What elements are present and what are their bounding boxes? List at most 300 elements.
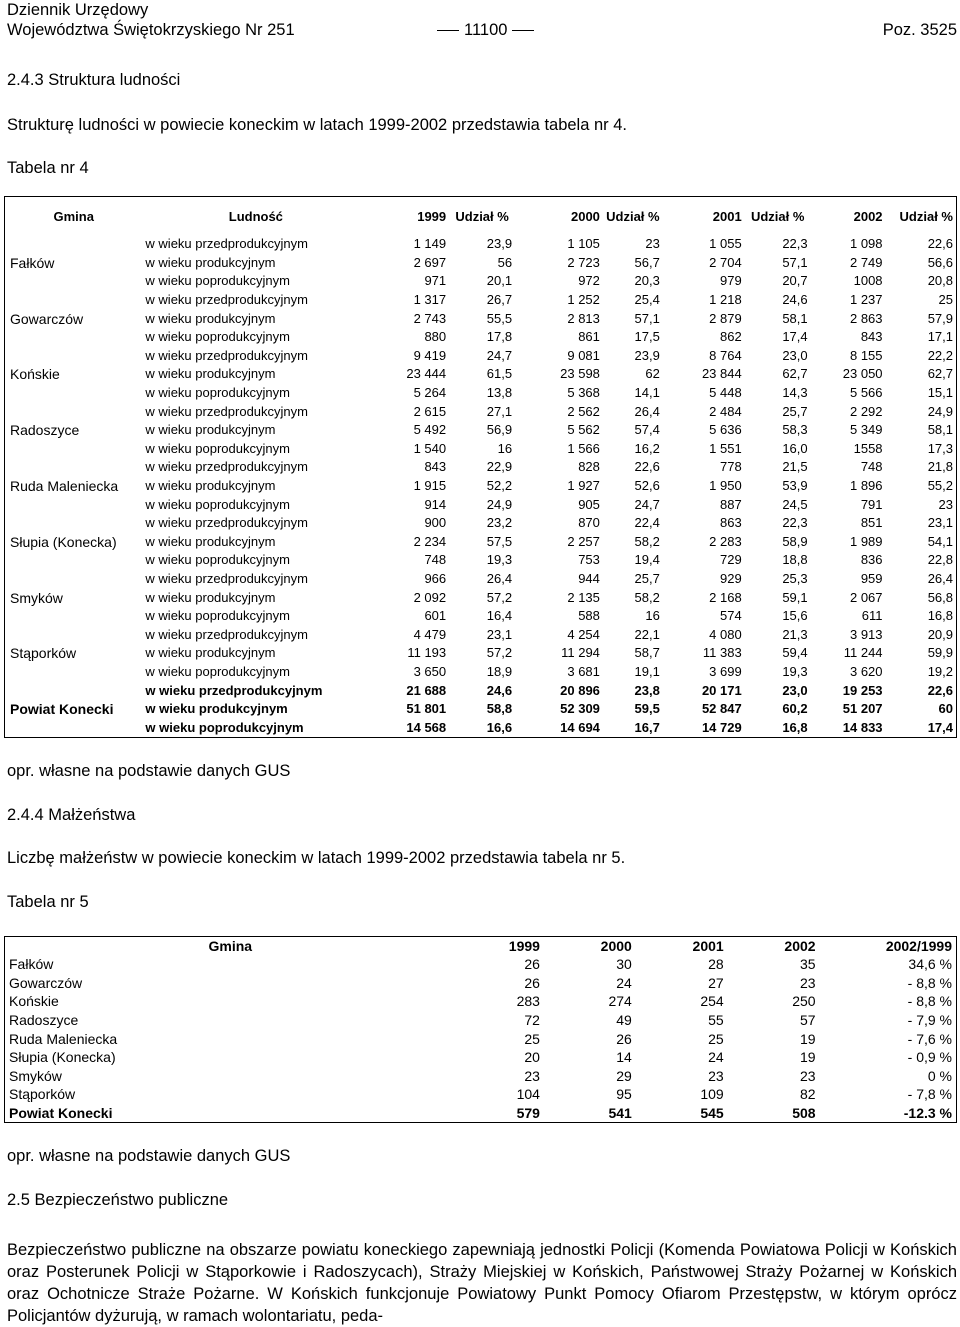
table4-gmina-cell: Radoszyce (10, 422, 80, 439)
table5-value-cell: 0 % (927, 1067, 952, 1084)
table4-row (5, 663, 957, 682)
table4-value-cell: 9 081 (567, 347, 600, 363)
table4-value-cell: 828 (578, 459, 600, 475)
table4-value-cell: 5 562 (567, 422, 600, 438)
table4-value-cell: 1 989 (849, 533, 883, 549)
table4-row (5, 384, 957, 403)
table5-value-cell: 23 (524, 1067, 540, 1084)
table4-value-cell: 1 915 (413, 478, 447, 494)
table4-value-cell: 18,8 (782, 552, 808, 568)
table4-value-cell: 59,9 (927, 645, 953, 661)
table4-value-cell: 18,9 (486, 663, 513, 679)
table5-gmina-cell: Powiat Konecki (9, 1105, 113, 1122)
table4-value-cell: 52,6 (634, 478, 660, 494)
table4-value-cell: 1 055 (709, 236, 742, 252)
table4-value-cell: 3 681 (567, 663, 600, 679)
position-number: Poz. 3525 (882, 21, 957, 39)
table4-value-cell: 5 492 (413, 422, 447, 438)
table4-value-cell: 870 (578, 515, 600, 531)
table5-value-cell: - 7,8 % (907, 1086, 952, 1103)
table5-gmina-cell: Smyków (9, 1067, 62, 1084)
table4-col-2001: 2001 (712, 208, 742, 224)
table5-value-cell: 35 (799, 956, 816, 973)
table4-value-cell: 9 419 (413, 347, 447, 363)
table4-value-cell: 22,3 (782, 236, 808, 252)
table5-gmina-cell: Ruda Maleniecka (9, 1030, 118, 1047)
table4-value-cell: 56,6 (927, 254, 953, 270)
table4-value-cell: 58,8 (486, 701, 513, 717)
table4-value-cell: 2 234 (413, 533, 447, 549)
table4-value-cell: 56,8 (927, 589, 953, 605)
table4-value-cell: 22,8 (927, 552, 953, 568)
table4-title: Tabela nr 4 (7, 159, 89, 177)
table5-value-cell: 541 (608, 1105, 632, 1122)
table4-value-cell: 21,3 (782, 626, 808, 642)
table4-value-cell: 23 (938, 496, 953, 512)
table4-row (5, 625, 957, 644)
table5-value-cell: 254 (700, 993, 724, 1010)
table4-value-cell: 23,1 (486, 626, 513, 642)
table4-row (5, 458, 957, 477)
table4-value-cell: 22,1 (634, 626, 660, 642)
table4-value-cell: 1 105 (567, 236, 600, 252)
table4-value-cell: 26,4 (927, 570, 953, 586)
table5-col-2002: 2002 (784, 938, 816, 954)
table4-value-cell: 57,5 (486, 533, 513, 549)
table4-age-group-cell: w wieku poprodukcyjnym (145, 608, 290, 624)
table4-value-cell: 1 896 (849, 478, 883, 494)
table4-value-cell: 8 764 (709, 347, 742, 363)
table4-value-cell: 22,6 (927, 682, 953, 698)
table4-source: opr. własne na podstawie danych GUS (7, 762, 291, 780)
table4-value-cell: 748 (424, 552, 447, 568)
table4-value-cell: 19,2 (927, 663, 953, 679)
table4-age-group-cell: w wieku produkcyjnym (145, 254, 276, 270)
table4-value-cell: 57,2 (486, 645, 513, 661)
table5-value-cell: 55 (708, 1012, 724, 1029)
table4-value-cell: 2 168 (709, 589, 742, 605)
table4-value-cell: 851 (860, 515, 883, 531)
table4-value-cell: 20,1 (486, 273, 513, 289)
table4-value-cell: 23,8 (634, 682, 660, 698)
table4-value-cell: 23 844 (701, 366, 742, 382)
table4-age-group-cell: w wieku produkcyjnym (145, 701, 288, 717)
table5-row (5, 1104, 957, 1123)
table4-value-cell: 59,1 (782, 589, 808, 605)
table4-value-cell: 959 (860, 570, 883, 586)
table4-value-cell: 979 (720, 273, 742, 289)
table5-row (5, 1085, 957, 1104)
table4-gmina-cell: Smyków (10, 589, 63, 606)
table4-value-cell: 24,6 (782, 292, 808, 308)
table5-value-cell: 95 (616, 1086, 632, 1103)
table4-value-cell: 23,0 (782, 347, 808, 363)
table4-value-cell: 57,1 (634, 310, 660, 326)
table4-row (5, 570, 957, 589)
table4-value-cell: 55,5 (486, 310, 513, 326)
table4-row (5, 607, 957, 626)
table4-value-cell: 16,8 (927, 608, 953, 624)
table4-value-cell: 601 (424, 608, 447, 624)
table5-header-row (5, 937, 957, 956)
table4-value-cell: 21,5 (782, 459, 808, 475)
table5-col-2001: 2001 (692, 938, 724, 954)
table4-value-cell: 17,4 (782, 329, 808, 345)
table5-row (5, 1048, 957, 1067)
table5-col-2000: 2000 (600, 938, 632, 954)
table4-value-cell: 58,1 (782, 310, 808, 326)
table4-gmina-cell: Powiat Konecki (10, 701, 114, 718)
table5-value-cell: 19 (799, 1049, 816, 1066)
table4-value-cell: 5 368 (567, 385, 600, 401)
table4-value-cell: 14 568 (406, 719, 447, 735)
table4-value-cell: 1 551 (709, 440, 742, 456)
table4-value-cell: 17,5 (634, 329, 660, 345)
table4-age-group-cell: w wieku poprodukcyjnym (145, 329, 290, 345)
table5-value-cell: 19 (799, 1030, 816, 1047)
table5-value-cell: 26 (524, 974, 540, 991)
table4-value-cell: 4 254 (567, 626, 600, 642)
table4-value-cell: 17,3 (927, 440, 953, 456)
table4-value-cell: 54,1 (927, 533, 953, 549)
table4-value-cell: 929 (720, 570, 742, 586)
table4-value-cell: 3 650 (413, 663, 447, 679)
table4-age-group-cell: w wieku poprodukcyjnym (145, 273, 290, 289)
table4-row (5, 700, 957, 719)
section-heading-marriages: 2.4.4 Małżeństwa (7, 806, 136, 824)
table4-row (5, 272, 957, 291)
table5-value-cell: 109 (700, 1086, 724, 1103)
table4-value-cell: 17,4 (927, 719, 953, 735)
table4-age-group-cell: w wieku poprodukcyjnym (145, 552, 290, 568)
table4-age-group-cell: w wieku przedprodukcyjnym (145, 570, 308, 586)
table4-value-cell: 22,4 (634, 515, 660, 531)
table4-value-cell: 4 479 (413, 626, 447, 642)
table4-row (5, 347, 957, 366)
table4-value-cell: 16,0 (782, 440, 808, 456)
table4-row (5, 477, 957, 496)
table4-row (5, 533, 957, 552)
table4-value-cell: 791 (860, 496, 883, 512)
table4-value-cell: 2 749 (849, 254, 883, 270)
table5-value-cell: - 8,8 % (907, 974, 952, 991)
table4-col-share-2002: Udział % (899, 208, 953, 224)
table4-value-cell: 4 080 (709, 626, 742, 642)
table4-age-group-cell: w wieku przedprodukcyjnym (145, 459, 308, 475)
table4-gmina-cell: Końskie (10, 366, 60, 383)
table4-row (5, 235, 957, 254)
table4-value-cell: 24,7 (634, 496, 660, 512)
table5-value-cell: 24 (708, 1049, 724, 1066)
table5-gmina-cell: Stąporków (9, 1086, 76, 1103)
table4-value-cell: 20,3 (634, 273, 660, 289)
table4-value-cell: 24,9 (927, 403, 953, 419)
table4-row (5, 440, 957, 459)
table4-value-cell: 778 (720, 459, 742, 475)
table4-value-cell: 971 (424, 273, 447, 289)
table5-gmina-cell: Fałków (9, 956, 54, 973)
table5-col-gmina: Gmina (208, 938, 253, 954)
section-intro-marriages: Liczbę małżeństw w powiecie koneckim w latach 1999-2002 przedstawia tabela nr 5. (7, 849, 626, 867)
table5-value-cell: 250 (792, 993, 816, 1010)
table4-value-cell: 22,6 (634, 459, 660, 475)
table5-value-cell: - 0,9 % (907, 1049, 952, 1066)
table4-value-cell: 60,2 (782, 701, 808, 717)
table5-value-cell: 28 (708, 956, 724, 973)
table4-value-cell: 21 688 (406, 682, 447, 698)
table5-value-cell: 104 (516, 1086, 540, 1103)
table4-row (5, 309, 957, 328)
table4-value-cell: 23,1 (927, 515, 953, 531)
table4-value-cell: 861 (578, 329, 600, 345)
table4-value-cell: 57,9 (927, 310, 953, 326)
section-intro-population: Strukturę ludności w powiecie koneckim w latach 1999-2002 przedstawia tabela nr 4. (7, 116, 627, 134)
table4-value-cell: 17,1 (927, 329, 953, 345)
safety-paragraph: Bezpieczeństwo publiczne na obszarze powiatu koneckiego zapewniają jednostki Policji (Komenda Powiatowa Policji w Końskich oraz Posterunek Policji w Stąporkowie i Radoszycach), Straży Miejskiej w Końskich, Państwowej Straży Pożarnej w Końskich oraz Ochotnicze Straże Pożarne. W Końskich funkcjonuje Powiatowy Punkt Pomocy Ofiarom Przestępstw, w którym oprócz Policjantów dyżurują, w ramach wolontariatu, peda- (7, 1241, 957, 1325)
table4-value-cell: 19,3 (486, 552, 513, 568)
table4-value-cell: 2 723 (567, 254, 600, 270)
table4-age-group-cell: w wieku produkcyjnym (145, 366, 276, 382)
table4-value-cell: 5 636 (709, 422, 742, 438)
table4-age-group-cell: w wieku poprodukcyjnym (145, 496, 290, 512)
table4-value-cell: 2 879 (709, 310, 742, 326)
table4-value-cell: 862 (720, 329, 742, 345)
table4-value-cell: 60 (938, 701, 953, 717)
table4-value-cell: 51 801 (406, 701, 447, 717)
page-header (7, 0, 957, 40)
table4-value-cell: 23 444 (406, 366, 447, 382)
table4-value-cell: 11 383 (702, 645, 742, 661)
table4-gmina-cell: Słupia (Konecka) (10, 533, 117, 550)
table4-value-cell: 23,2 (486, 515, 513, 531)
table4-value-cell: 5 566 (849, 385, 883, 401)
table4-value-cell: 24,9 (486, 496, 513, 512)
table4-value-cell: 14 833 (842, 719, 883, 735)
table4-value-cell: 24,6 (486, 682, 513, 698)
table4-value-cell: 16,8 (782, 719, 808, 735)
table4-value-cell: 16,7 (634, 719, 660, 735)
table4-value-cell: 16 (645, 608, 660, 624)
table4-age-group-cell: w wieku produkcyjnym (145, 589, 276, 605)
table4-row (5, 254, 957, 273)
table4-value-cell: 16,2 (634, 440, 660, 456)
table4-value-cell: 20,7 (782, 273, 808, 289)
table5-value-cell: 82 (799, 1086, 816, 1103)
table4-value-cell: 23 (645, 236, 660, 252)
table4-value-cell: 19,4 (634, 552, 660, 568)
table4-value-cell: 25,3 (782, 570, 808, 586)
table4-value-cell: 1 927 (567, 478, 600, 494)
table4-value-cell: 944 (578, 570, 600, 586)
table4-col-share-1999: Udział % (455, 208, 509, 224)
table5-value-cell: 57 (799, 1012, 816, 1029)
table4-value-cell: 55,2 (927, 478, 953, 494)
table4-value-cell: 59,5 (634, 701, 660, 717)
table4-value-cell: 24,5 (782, 496, 808, 512)
table5-value-cell: 25 (524, 1030, 540, 1047)
table4-value-cell: 836 (860, 552, 883, 568)
table4-value-cell: 16 (497, 440, 513, 456)
table5-value-cell: 27 (708, 974, 724, 991)
table4-value-cell: 62,7 (927, 366, 953, 382)
section-heading-safety: 2.5 Bezpieczeństwo publiczne (7, 1191, 229, 1209)
table4-value-cell: 1008 (853, 273, 883, 289)
table4-header-row (5, 197, 957, 236)
table4-value-cell: 2 283 (709, 533, 742, 549)
table4-value-cell: 13,8 (486, 385, 513, 401)
table4-value-cell: 20 171 (701, 682, 742, 698)
table5-value-cell: 23 (799, 1067, 816, 1084)
table4-age-group-cell: w wieku produkcyjnym (145, 422, 276, 438)
table4-value-cell: 23,9 (486, 236, 513, 252)
table4-value-cell: 52 847 (701, 701, 742, 717)
table4-value-cell: 22,3 (782, 515, 808, 531)
table4-gmina-cell: Gowarczów (10, 310, 84, 327)
table4-col-share-2000: Udział % (606, 208, 660, 224)
table5-gmina-cell: Słupia (Konecka) (9, 1049, 116, 1066)
table5-col-ratio: 2002/1999 (885, 938, 952, 954)
table4-value-cell: 5 349 (849, 422, 883, 438)
table4-value-cell: 8 155 (849, 347, 883, 363)
table5-gmina-cell: Radoszyce (9, 1012, 79, 1029)
table5-value-cell: 23 (708, 1067, 724, 1084)
table4-col-share-2001: Udział % (750, 208, 805, 224)
table4-value-cell: 2 615 (413, 403, 447, 419)
table4-value-cell: 19,3 (782, 663, 808, 679)
table4-value-cell: 61,5 (486, 366, 513, 382)
table4-value-cell: 26,4 (634, 403, 660, 419)
table4-row (5, 328, 957, 347)
table4-value-cell: 58,3 (782, 422, 808, 438)
table4-value-cell: 1558 (853, 440, 883, 456)
table4-value-cell: 1 317 (413, 292, 447, 308)
table4-value-cell: 1 237 (849, 292, 883, 308)
table4-row (5, 718, 957, 737)
table4-value-cell: 2 067 (849, 589, 883, 605)
table4-value-cell: 57,4 (634, 422, 660, 438)
table4-value-cell: 14,3 (782, 385, 808, 401)
table5-value-cell: 49 (616, 1012, 632, 1029)
table4-value-cell: 62,7 (782, 366, 808, 382)
table4-value-cell: 27,1 (486, 403, 513, 419)
table5-value-cell: -12.3 % (903, 1105, 952, 1122)
table5-value-cell: 274 (608, 993, 632, 1010)
section-heading-population: 2.4.3 Struktura ludności (7, 71, 181, 89)
table4-value-cell: 22,2 (927, 347, 953, 363)
table5-value-cell: 508 (792, 1105, 816, 1122)
table4-age-group-cell: w wieku poprodukcyjnym (145, 719, 304, 735)
table5-value-cell: 24 (616, 974, 632, 991)
table4-row (5, 291, 957, 310)
table4-col-1999: 1999 (417, 208, 447, 224)
table4-value-cell: 748 (860, 459, 883, 475)
table5-value-cell: 14 (616, 1049, 632, 1066)
table4-value-cell: 1 218 (709, 292, 742, 308)
table4-col-2002: 2002 (853, 208, 883, 224)
table4-value-cell: 21,8 (927, 459, 953, 475)
table4-value-cell: 843 (860, 329, 883, 345)
population-structure-table (4, 196, 957, 738)
table4-value-cell: 5 264 (413, 385, 447, 401)
table4-value-cell: 11 193 (407, 645, 447, 661)
table5-col-1999: 1999 (508, 938, 540, 954)
table4-value-cell: 14,1 (634, 385, 660, 401)
table4-value-cell: 914 (424, 496, 447, 512)
table4-age-group-cell: w wieku produkcyjnym (145, 645, 276, 661)
table4-value-cell: 863 (720, 515, 742, 531)
table4-row (5, 365, 957, 384)
table5-value-cell: - 7,9 % (907, 1012, 952, 1029)
table4-value-cell: 20 896 (560, 682, 600, 698)
table4-value-cell: 1 098 (849, 236, 883, 252)
table4-value-cell: 23,0 (782, 682, 808, 698)
table4-value-cell: 20,8 (927, 273, 953, 289)
table4-value-cell: 2 292 (849, 403, 883, 419)
table4-value-cell: 3 620 (849, 663, 883, 679)
table4-value-cell: 58,2 (634, 589, 660, 605)
table4-row (5, 495, 957, 514)
table4-value-cell: 25,4 (634, 292, 660, 308)
table5-value-cell: 25 (708, 1030, 724, 1047)
table4-age-group-cell: w wieku poprodukcyjnym (145, 385, 290, 401)
table4-value-cell: 611 (861, 608, 883, 624)
table4-row (5, 681, 957, 700)
table4-age-group-cell: w wieku produkcyjnym (145, 478, 276, 494)
table4-value-cell: 574 (720, 608, 742, 624)
table4-value-cell: 23 598 (560, 366, 600, 382)
table4-age-group-cell: w wieku produkcyjnym (145, 533, 276, 549)
table5-value-cell: 283 (516, 993, 540, 1010)
table4-value-cell: 52,2 (486, 478, 513, 494)
table4-row (5, 644, 957, 663)
table4-value-cell: 14 729 (701, 719, 742, 735)
table4-row (5, 588, 957, 607)
table4-value-cell: 2 135 (567, 589, 600, 605)
table5-value-cell: 545 (700, 1105, 724, 1122)
table4-value-cell: 2 697 (413, 254, 447, 270)
table4-value-cell: 14 694 (560, 719, 600, 735)
table4-value-cell: 16,6 (486, 719, 513, 735)
table5-row (5, 1029, 957, 1048)
table4-value-cell: 843 (424, 459, 447, 475)
table4-value-cell: 16,4 (486, 608, 513, 624)
table4-value-cell: 2 562 (567, 403, 600, 419)
table4-age-group-cell: w wieku przedprodukcyjnym (145, 236, 308, 252)
table4-value-cell: 2 743 (413, 310, 447, 326)
table4-value-cell: 1 566 (567, 440, 600, 456)
table4-value-cell: 56,7 (634, 254, 660, 270)
table4-value-cell: 753 (578, 552, 600, 568)
page-number (432, 20, 539, 40)
page-number-value: 11100 (464, 21, 508, 39)
table4-value-cell: 887 (720, 496, 742, 512)
table4-value-cell: 56 (497, 254, 513, 270)
table4-gmina-cell: Stąporków (10, 645, 77, 662)
table4-value-cell: 22,9 (486, 459, 513, 475)
table4-value-cell: 972 (578, 273, 600, 289)
table4-value-cell: 1 149 (413, 236, 447, 252)
journal-issue: Województwa Świętokrzyskiego Nr 251 (7, 21, 295, 39)
table4-value-cell: 20,9 (927, 626, 953, 642)
table5-value-cell: 579 (516, 1105, 540, 1122)
table4-age-group-cell: w wieku przedprodukcyjnym (145, 292, 308, 308)
table5-value-cell: 26 (524, 956, 540, 973)
table5-value-cell: - 8,8 % (907, 993, 952, 1010)
table4-value-cell: 62 (645, 366, 660, 382)
table4-value-cell: 23 050 (842, 366, 883, 382)
table4-value-cell: 25 (938, 292, 953, 308)
table4-value-cell: 25,7 (634, 570, 660, 586)
